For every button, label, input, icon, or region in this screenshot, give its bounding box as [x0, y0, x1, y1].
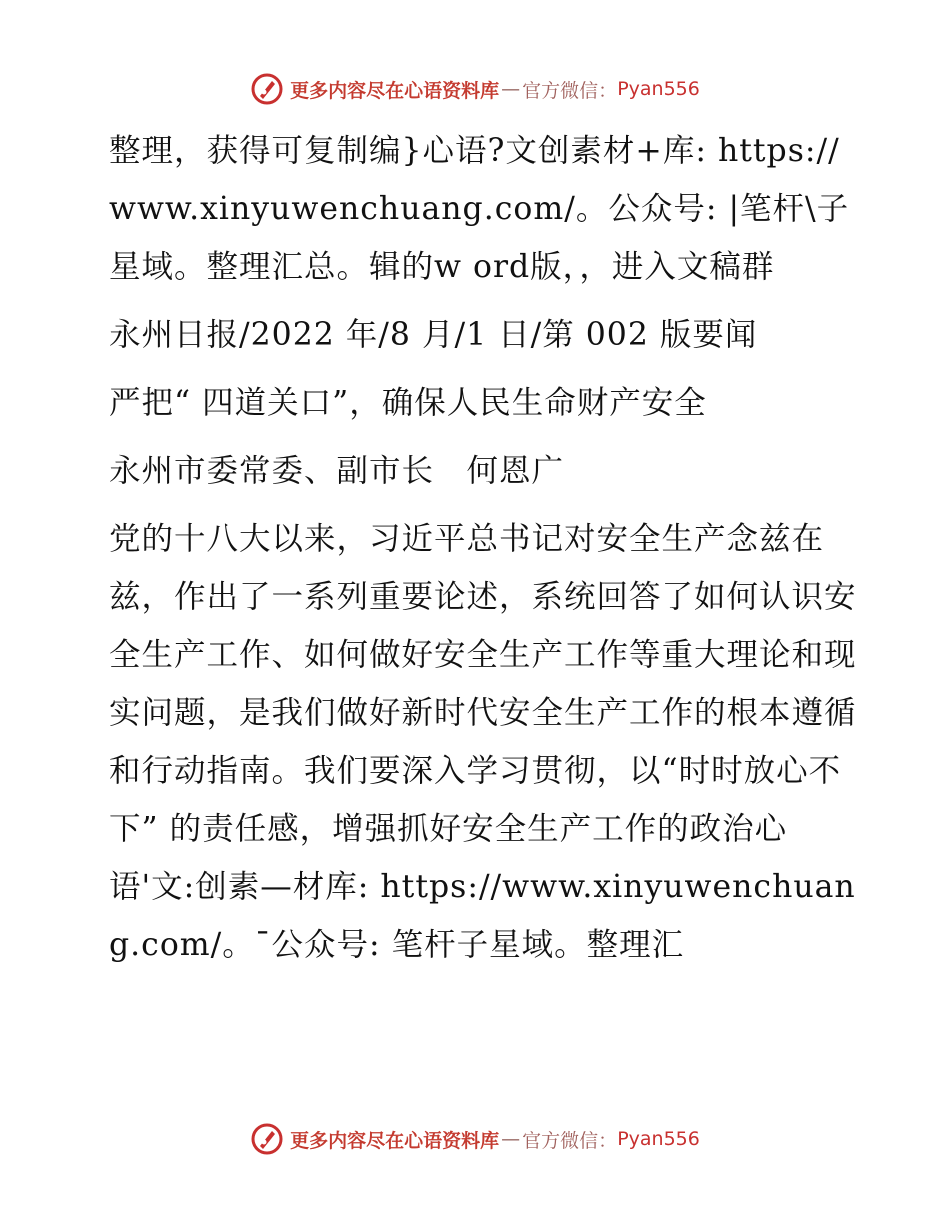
- paragraph-body: 党的十八大以来，习近平总书记对安全生产念兹在兹，作出了一系列重要论述，系统回答了如何认识安全生产工作、如何做好安全生产工作等重大理论和现实问题，是我们做好新时代安全生产工作的根本遵循和行动指南。我们要深入学习贯彻，以“时时放心不下” 的责任感，增强抓好安全生产工作的政治心语'文:创素—材库: https://www.xinyuwenchuang.com/。¯公众号: 笔杆子星域。整理汇: [109, 521, 857, 963]
- paragraph-source-line: 永州日报/2022 年/8 月/1 日/第 002 版要闻: [109, 317, 758, 353]
- pen-nib-logo-icon: [250, 1122, 284, 1156]
- banner-wechat-label: 官方微信：: [522, 1129, 618, 1152]
- banner-wechat-label: 官方微信：: [522, 79, 618, 102]
- footer-banner: [0, 1122, 950, 1156]
- banner-wechat-id: Pyan556: [617, 78, 700, 100]
- banner-wechat-id: Pyan556: [617, 1128, 700, 1150]
- paragraph-byline: 永州市委常委、副市长 何恩广: [109, 453, 565, 489]
- banner-brand: 更多内容尽在心语资料库: [290, 79, 500, 102]
- pen-nib-logo-icon: [250, 72, 284, 106]
- paragraph-intro: 整理，获得可复制编}心语?文创素材+库: https://www.xinyuwenchuang.com/。公众号: |笔杆\子星域。整理汇总。辑的w ord版，，进入文稿群: [109, 133, 850, 285]
- banner-brand: 更多内容尽在心语资料库: [290, 1129, 500, 1152]
- banner-separator: —: [501, 78, 521, 100]
- paragraph-headline: 严把“ 四道关口”，确保人民生命财产安全: [109, 385, 707, 421]
- banner-separator: —: [501, 1128, 521, 1150]
- header-banner: [0, 72, 950, 106]
- document-body: [97, 122, 857, 984]
